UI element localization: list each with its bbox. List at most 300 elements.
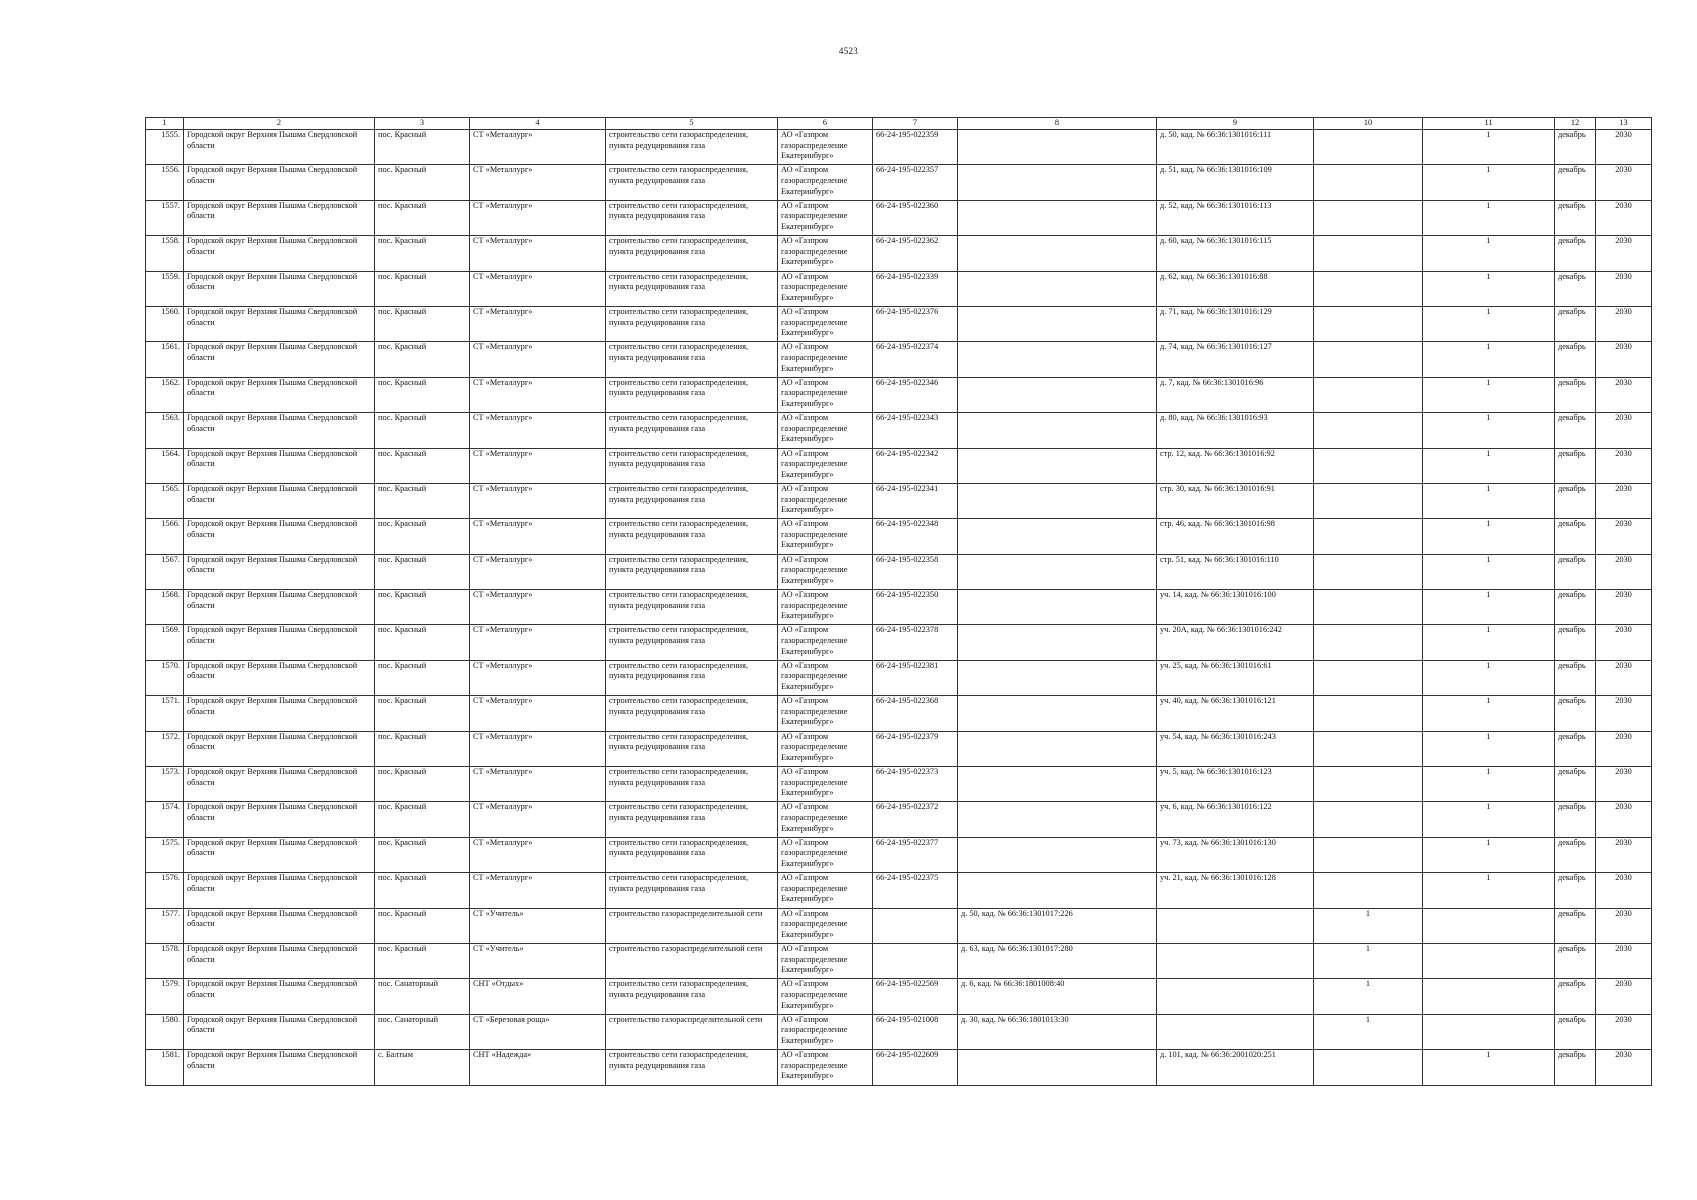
object-name-cell: СТ «Металлург» (470, 696, 606, 731)
municipality-cell: Городской округ Верхняя Пышма Свердловской области (184, 660, 375, 695)
municipality-cell: Городской округ Верхняя Пышма Свердловской области (184, 908, 375, 943)
work-description-cell: строительство сети газораспределения, пункта редуцирования газа (606, 271, 778, 306)
quantity-col11-cell: 1 (1423, 342, 1555, 377)
object-name-cell: СТ «Металлург» (470, 519, 606, 554)
address-col8-cell (958, 696, 1157, 731)
municipality-cell: Городской округ Верхняя Пышма Свердловской области (184, 696, 375, 731)
object-code-cell: 66-24-195-022379 (873, 731, 958, 766)
month-cell: декабрь (1555, 837, 1596, 872)
address-col9-cell: стр. 30, кад. № 66:36:1301016:91 (1157, 483, 1314, 518)
object-code-cell: 66-24-195-022360 (873, 200, 958, 235)
quantity-col10-cell (1314, 554, 1423, 589)
organization-cell: АО «Газпром газораспределение Екатеринбург» (778, 271, 873, 306)
address-col9-cell: уч. 21, кад. № 66:36:1301016:128 (1157, 873, 1314, 908)
organization-cell: АО «Газпром газораспределение Екатеринбург» (778, 1014, 873, 1049)
year-cell: 2030 (1596, 908, 1652, 943)
settlement-cell: пос. Красный (375, 130, 470, 165)
work-description-cell: строительство сети газораспределения, пункта редуцирования газа (606, 483, 778, 518)
address-col9-cell: уч. 5, кад. № 66:36:1301016:123 (1157, 767, 1314, 802)
year-cell: 2030 (1596, 1050, 1652, 1085)
address-col8-cell (958, 483, 1157, 518)
address-col8-cell: д. 50, кад. № 66:36:1301017:226 (958, 908, 1157, 943)
row-number-cell: 1559. (146, 271, 184, 306)
municipality-cell: Городской округ Верхняя Пышма Свердловской области (184, 802, 375, 837)
year-cell: 2030 (1596, 873, 1652, 908)
object-code-cell: 66-24-195-022368 (873, 696, 958, 731)
settlement-cell: пос. Санаторный (375, 979, 470, 1014)
settlement-cell: пос. Красный (375, 236, 470, 271)
settlement-cell: пос. Красный (375, 625, 470, 660)
quantity-col10-cell (1314, 696, 1423, 731)
address-col8-cell (958, 767, 1157, 802)
address-col8-cell (958, 660, 1157, 695)
object-code-cell: 66-24-195-022346 (873, 377, 958, 412)
settlement-cell: пос. Красный (375, 483, 470, 518)
month-cell: декабрь (1555, 342, 1596, 377)
table-row (146, 554, 1652, 589)
address-col9-cell: уч. 40, кад. № 66:36:1301016:121 (1157, 696, 1314, 731)
object-code-cell: 66-24-195-022357 (873, 165, 958, 200)
object-code-cell: 66-24-195-022350 (873, 590, 958, 625)
row-number-cell: 1575. (146, 837, 184, 872)
address-col8-cell (958, 271, 1157, 306)
organization-cell: АО «Газпром газораспределение Екатеринбург» (778, 943, 873, 978)
month-cell: декабрь (1555, 377, 1596, 412)
organization-cell: АО «Газпром газораспределение Екатеринбург» (778, 200, 873, 235)
municipality-cell: Городской округ Верхняя Пышма Свердловской области (184, 943, 375, 978)
municipality-cell: Городской округ Верхняя Пышма Свердловской области (184, 873, 375, 908)
row-number-cell: 1579. (146, 979, 184, 1014)
quantity-col11-cell: 1 (1423, 837, 1555, 872)
quantity-col10-cell (1314, 731, 1423, 766)
header-row (146, 118, 1652, 130)
year-cell: 2030 (1596, 1014, 1652, 1049)
month-cell: декабрь (1555, 590, 1596, 625)
settlement-cell: пос. Красный (375, 873, 470, 908)
object-name-cell: СТ «Металлург» (470, 377, 606, 412)
gasification-table (145, 117, 1652, 1086)
work-description-cell: строительство сети газораспределения, пункта редуцирования газа (606, 200, 778, 235)
address-col8-cell (958, 802, 1157, 837)
month-cell: декабрь (1555, 696, 1596, 731)
quantity-col11-cell: 1 (1423, 1050, 1555, 1085)
address-col8-cell (958, 590, 1157, 625)
quantity-col10-cell (1314, 306, 1423, 341)
object-code-cell: 66-24-195-022348 (873, 519, 958, 554)
municipality-cell: Городской округ Верхняя Пышма Свердловской области (184, 377, 375, 412)
year-cell: 2030 (1596, 413, 1652, 448)
object-code-cell: 66-24-195-022569 (873, 979, 958, 1014)
object-code-cell: 66-24-195-022372 (873, 802, 958, 837)
column-header: 9 (1157, 118, 1314, 130)
work-description-cell: строительство сети газораспределения, пункта редуцирования газа (606, 767, 778, 802)
quantity-col11-cell: 1 (1423, 590, 1555, 625)
month-cell: декабрь (1555, 519, 1596, 554)
month-cell: декабрь (1555, 413, 1596, 448)
address-col9-cell: стр. 12, кад. № 66:36:1301016:92 (1157, 448, 1314, 483)
work-description-cell: строительство сети газораспределения, пункта редуцирования газа (606, 342, 778, 377)
object-name-cell: СТ «Металлург» (470, 130, 606, 165)
quantity-col11-cell: 1 (1423, 271, 1555, 306)
column-header: 3 (375, 118, 470, 130)
address-col8-cell: д. 6, кад. № 66:36:1801008:40 (958, 979, 1157, 1014)
quantity-col11-cell: 1 (1423, 200, 1555, 235)
quantity-col10-cell (1314, 660, 1423, 695)
address-col9-cell: уч. 25, кад. № 66:36:1301016:61 (1157, 660, 1314, 695)
work-description-cell: строительство сети газораспределения, пункта редуцирования газа (606, 377, 778, 412)
year-cell: 2030 (1596, 802, 1652, 837)
settlement-cell: пос. Красный (375, 837, 470, 872)
quantity-col11-cell: 1 (1423, 165, 1555, 200)
object-name-cell: СТ «Металлург» (470, 554, 606, 589)
year-cell: 2030 (1596, 483, 1652, 518)
quantity-col10-cell (1314, 625, 1423, 660)
settlement-cell: пос. Красный (375, 377, 470, 412)
organization-cell: АО «Газпром газораспределение Екатеринбург» (778, 625, 873, 660)
table-body (146, 130, 1652, 1086)
year-cell: 2030 (1596, 979, 1652, 1014)
column-header: 5 (606, 118, 778, 130)
quantity-col11-cell: 1 (1423, 802, 1555, 837)
object-name-cell: СТ «Учитель» (470, 943, 606, 978)
organization-cell: АО «Газпром газораспределение Екатеринбург» (778, 483, 873, 518)
table-row (146, 342, 1652, 377)
address-col9-cell: д. 50, кад. № 66:36:1301016:111 (1157, 130, 1314, 165)
table-row (146, 837, 1652, 872)
organization-cell: АО «Газпром газораспределение Екатеринбург» (778, 448, 873, 483)
organization-cell: АО «Газпром газораспределение Екатеринбург» (778, 130, 873, 165)
settlement-cell: пос. Красный (375, 731, 470, 766)
month-cell: декабрь (1555, 1050, 1596, 1085)
organization-cell: АО «Газпром газораспределение Екатеринбург» (778, 377, 873, 412)
row-number-cell: 1568. (146, 590, 184, 625)
year-cell: 2030 (1596, 590, 1652, 625)
quantity-col11-cell: 1 (1423, 236, 1555, 271)
address-col9-cell: д. 74, кад. № 66:36:1301016:127 (1157, 342, 1314, 377)
row-number-cell: 1578. (146, 943, 184, 978)
month-cell: декабрь (1555, 802, 1596, 837)
address-col8-cell (958, 625, 1157, 660)
work-description-cell: строительство сети газораспределения, пункта редуцирования газа (606, 306, 778, 341)
quantity-col11-cell (1423, 979, 1555, 1014)
year-cell: 2030 (1596, 306, 1652, 341)
address-col9-cell: стр. 51, кад. № 66:36:1301016:110 (1157, 554, 1314, 589)
work-description-cell: строительство сети газораспределения, пункта редуцирования газа (606, 130, 778, 165)
address-col8-cell (958, 236, 1157, 271)
row-number-cell: 1558. (146, 236, 184, 271)
object-name-cell: СТ «Металлург» (470, 306, 606, 341)
object-name-cell: СТ «Металлург» (470, 837, 606, 872)
object-code-cell: 66-24-195-022341 (873, 483, 958, 518)
object-name-cell: СТ «Металлург» (470, 660, 606, 695)
object-name-cell: СТ «Металлург» (470, 236, 606, 271)
settlement-cell: пос. Красный (375, 767, 470, 802)
work-description-cell: строительство сети газораспределения, пункта редуцирования газа (606, 979, 778, 1014)
organization-cell: АО «Газпром газораспределение Екатеринбург» (778, 802, 873, 837)
row-number-cell: 1574. (146, 802, 184, 837)
table-row (146, 306, 1652, 341)
table-row (146, 943, 1652, 978)
quantity-col10-cell: 1 (1314, 979, 1423, 1014)
row-number-cell: 1556. (146, 165, 184, 200)
month-cell: декабрь (1555, 767, 1596, 802)
address-col8-cell (958, 377, 1157, 412)
work-description-cell: строительство газораспределительной сети (606, 1014, 778, 1049)
settlement-cell: пос. Красный (375, 696, 470, 731)
year-cell: 2030 (1596, 660, 1652, 695)
quantity-col10-cell (1314, 873, 1423, 908)
work-description-cell: строительство сети газораспределения, пункта редуцирования газа (606, 731, 778, 766)
object-code-cell: 66-24-195-022362 (873, 236, 958, 271)
row-number-cell: 1566. (146, 519, 184, 554)
column-header: 7 (873, 118, 958, 130)
municipality-cell: Городской округ Верхняя Пышма Свердловской области (184, 837, 375, 872)
quantity-col10-cell (1314, 483, 1423, 518)
address-col8-cell (958, 448, 1157, 483)
municipality-cell: Городской округ Верхняя Пышма Свердловской области (184, 625, 375, 660)
object-code-cell: 66-24-195-022609 (873, 1050, 958, 1085)
month-cell: декабрь (1555, 130, 1596, 165)
object-code-cell (873, 943, 958, 978)
address-col9-cell: уч. 6, кад. № 66:36:1301016:122 (1157, 802, 1314, 837)
address-col9-cell: д. 7, кад. № 66:36:1301016:96 (1157, 377, 1314, 412)
object-code-cell: 66-24-195-022376 (873, 306, 958, 341)
address-col9-cell: д. 52, кад. № 66:36:1301016:113 (1157, 200, 1314, 235)
year-cell: 2030 (1596, 130, 1652, 165)
object-name-cell: СТ «Металлург» (470, 271, 606, 306)
address-col8-cell (958, 342, 1157, 377)
row-number-cell: 1576. (146, 873, 184, 908)
address-col8-cell (958, 731, 1157, 766)
object-code-cell: 66-24-195-021008 (873, 1014, 958, 1049)
object-name-cell: СТ «Металлург» (470, 731, 606, 766)
row-number-cell: 1555. (146, 130, 184, 165)
quantity-col10-cell (1314, 236, 1423, 271)
quantity-col10-cell (1314, 590, 1423, 625)
quantity-col10-cell (1314, 271, 1423, 306)
address-col8-cell (958, 837, 1157, 872)
organization-cell: АО «Газпром газораспределение Екатеринбург» (778, 342, 873, 377)
municipality-cell: Городской округ Верхняя Пышма Свердловской области (184, 767, 375, 802)
address-col8-cell: д. 63, кад. № 66:36:1301017:280 (958, 943, 1157, 978)
municipality-cell: Городской округ Верхняя Пышма Свердловской области (184, 236, 375, 271)
address-col8-cell (958, 306, 1157, 341)
quantity-col10-cell (1314, 413, 1423, 448)
month-cell: декабрь (1555, 873, 1596, 908)
quantity-col10-cell (1314, 377, 1423, 412)
table-row (146, 731, 1652, 766)
object-code-cell: 66-24-195-022374 (873, 342, 958, 377)
object-name-cell: СТ «Металлург» (470, 767, 606, 802)
work-description-cell: строительство сети газораспределения, пункта редуцирования газа (606, 625, 778, 660)
municipality-cell: Городской округ Верхняя Пышма Свердловской области (184, 130, 375, 165)
organization-cell: АО «Газпром газораспределение Екатеринбург» (778, 873, 873, 908)
column-header: 13 (1596, 118, 1652, 130)
object-name-cell: СТ «Металлург» (470, 448, 606, 483)
column-header: 4 (470, 118, 606, 130)
table-row (146, 802, 1652, 837)
column-header: 8 (958, 118, 1157, 130)
organization-cell: АО «Газпром газораспределение Екатеринбург» (778, 908, 873, 943)
municipality-cell: Городской округ Верхняя Пышма Свердловской области (184, 165, 375, 200)
row-number-cell: 1557. (146, 200, 184, 235)
address-col9-cell: д. 101, кад. № 66:36:2001020:251 (1157, 1050, 1314, 1085)
row-number-cell: 1570. (146, 660, 184, 695)
municipality-cell: Городской округ Верхняя Пышма Свердловской области (184, 342, 375, 377)
row-number-cell: 1580. (146, 1014, 184, 1049)
object-code-cell: 66-24-195-022342 (873, 448, 958, 483)
address-col9-cell: уч. 20А, кад. № 66:36:1301016:242 (1157, 625, 1314, 660)
address-col9-cell: д. 51, кад. № 66:36:1301016:109 (1157, 165, 1314, 200)
column-header: 1 (146, 118, 184, 130)
month-cell: декабрь (1555, 1014, 1596, 1049)
row-number-cell: 1562. (146, 377, 184, 412)
address-col9-cell: д. 62, кад. № 66:36:1301016:88 (1157, 271, 1314, 306)
quantity-col11-cell (1423, 908, 1555, 943)
organization-cell: АО «Газпром газораспределение Екатеринбург» (778, 236, 873, 271)
work-description-cell: строительство газораспределительной сети (606, 943, 778, 978)
object-code-cell: 66-24-195-022381 (873, 660, 958, 695)
address-col8-cell (958, 1050, 1157, 1085)
work-description-cell: строительство сети газораспределения, пункта редуцирования газа (606, 873, 778, 908)
settlement-cell: пос. Красный (375, 165, 470, 200)
quantity-col10-cell (1314, 130, 1423, 165)
column-header: 6 (778, 118, 873, 130)
address-col9-cell (1157, 979, 1314, 1014)
quantity-col10-cell (1314, 200, 1423, 235)
settlement-cell: пос. Красный (375, 519, 470, 554)
table-row (146, 625, 1652, 660)
month-cell: декабрь (1555, 660, 1596, 695)
address-col8-cell (958, 519, 1157, 554)
quantity-col11-cell: 1 (1423, 413, 1555, 448)
quantity-col11-cell: 1 (1423, 731, 1555, 766)
organization-cell: АО «Газпром газораспределение Екатеринбург» (778, 554, 873, 589)
object-name-cell: СТ «Металлург» (470, 413, 606, 448)
object-code-cell: 66-24-195-022373 (873, 767, 958, 802)
object-name-cell: СТ «Учитель» (470, 908, 606, 943)
object-code-cell: 66-24-195-022359 (873, 130, 958, 165)
object-code-cell: 66-24-195-022343 (873, 413, 958, 448)
month-cell: декабрь (1555, 943, 1596, 978)
settlement-cell: пос. Красный (375, 306, 470, 341)
table-row (146, 130, 1652, 165)
row-number-cell: 1567. (146, 554, 184, 589)
object-code-cell: 66-24-195-022377 (873, 837, 958, 872)
work-description-cell: строительство сети газораспределения, пункта редуцирования газа (606, 165, 778, 200)
work-description-cell: строительство газораспределительной сети (606, 908, 778, 943)
organization-cell: АО «Газпром газораспределение Екатеринбург» (778, 413, 873, 448)
organization-cell: АО «Газпром газораспределение Екатеринбург» (778, 590, 873, 625)
table-row (146, 873, 1652, 908)
municipality-cell: Городской округ Верхняя Пышма Свердловской области (184, 519, 375, 554)
address-col9-cell: стр. 46, кад. № 66:36:1301016:98 (1157, 519, 1314, 554)
municipality-cell: Городской округ Верхняя Пышма Свердловской области (184, 271, 375, 306)
month-cell: декабрь (1555, 271, 1596, 306)
address-col9-cell: д. 60, кад. № 66:36:1301016:115 (1157, 236, 1314, 271)
address-col9-cell: д. 71, кад. № 66:36:1301016:129 (1157, 306, 1314, 341)
row-number-cell: 1581. (146, 1050, 184, 1085)
month-cell: декабрь (1555, 979, 1596, 1014)
settlement-cell: пос. Красный (375, 943, 470, 978)
table-row (146, 767, 1652, 802)
object-name-cell: СТ «Металлург» (470, 802, 606, 837)
work-description-cell: строительство сети газораспределения, пункта редуцирования газа (606, 696, 778, 731)
address-col8-cell (958, 413, 1157, 448)
organization-cell: АО «Газпром газораспределение Екатеринбург» (778, 837, 873, 872)
quantity-col10-cell (1314, 802, 1423, 837)
quantity-col10-cell: 1 (1314, 908, 1423, 943)
organization-cell: АО «Газпром газораспределение Екатеринбург» (778, 519, 873, 554)
municipality-cell: Городской округ Верхняя Пышма Свердловской области (184, 979, 375, 1014)
year-cell: 2030 (1596, 342, 1652, 377)
quantity-col11-cell: 1 (1423, 306, 1555, 341)
address-col8-cell: д. 30, кад. № 66:36:1801013:30 (958, 1014, 1157, 1049)
settlement-cell: пос. Красный (375, 554, 470, 589)
settlement-cell: пос. Красный (375, 448, 470, 483)
organization-cell: АО «Газпром газораспределение Екатеринбург» (778, 696, 873, 731)
work-description-cell: строительство сети газораспределения, пункта редуцирования газа (606, 837, 778, 872)
municipality-cell: Городской округ Верхняя Пышма Свердловской области (184, 590, 375, 625)
column-header: 10 (1314, 118, 1423, 130)
table-row (146, 236, 1652, 271)
row-number-cell: 1569. (146, 625, 184, 660)
quantity-col10-cell (1314, 448, 1423, 483)
object-name-cell: СТ «Металлург» (470, 873, 606, 908)
quantity-col11-cell (1423, 943, 1555, 978)
month-cell: декабрь (1555, 306, 1596, 341)
table-row (146, 200, 1652, 235)
municipality-cell: Городской округ Верхняя Пышма Свердловской области (184, 483, 375, 518)
year-cell: 2030 (1596, 837, 1652, 872)
table-row (146, 1050, 1652, 1085)
municipality-cell: Городской округ Верхняя Пышма Свердловской области (184, 554, 375, 589)
object-code-cell: 66-24-195-022339 (873, 271, 958, 306)
row-number-cell: 1563. (146, 413, 184, 448)
quantity-col11-cell (1423, 1014, 1555, 1049)
month-cell: декабрь (1555, 908, 1596, 943)
year-cell: 2030 (1596, 731, 1652, 766)
object-code-cell (873, 908, 958, 943)
work-description-cell: строительство сети газораспределения, пункта редуцирования газа (606, 519, 778, 554)
municipality-cell: Городской округ Верхняя Пышма Свердловской области (184, 448, 375, 483)
municipality-cell: Городской округ Верхняя Пышма Свердловской области (184, 731, 375, 766)
month-cell: декабрь (1555, 448, 1596, 483)
year-cell: 2030 (1596, 377, 1652, 412)
address-col9-cell (1157, 943, 1314, 978)
object-name-cell: СТ «Металлург» (470, 342, 606, 377)
row-number-cell: 1565. (146, 483, 184, 518)
organization-cell: АО «Газпром газораспределение Екатеринбург» (778, 979, 873, 1014)
settlement-cell: пос. Красный (375, 590, 470, 625)
quantity-col10-cell (1314, 767, 1423, 802)
settlement-cell: пос. Красный (375, 271, 470, 306)
address-col8-cell (958, 873, 1157, 908)
organization-cell: АО «Газпром газораспределение Екатеринбург» (778, 660, 873, 695)
year-cell: 2030 (1596, 448, 1652, 483)
table-row (146, 271, 1652, 306)
organization-cell: АО «Газпром газораспределение Екатеринбург» (778, 306, 873, 341)
municipality-cell: Городской округ Верхняя Пышма Свердловской области (184, 1050, 375, 1085)
quantity-col10-cell (1314, 837, 1423, 872)
address-col9-cell: уч. 14, кад. № 66:36:1301016:100 (1157, 590, 1314, 625)
row-number-cell: 1572. (146, 731, 184, 766)
object-code-cell: 66-24-195-022375 (873, 873, 958, 908)
quantity-col10-cell (1314, 1050, 1423, 1085)
table-row (146, 979, 1652, 1014)
settlement-cell: пос. Красный (375, 413, 470, 448)
table-row (146, 590, 1652, 625)
